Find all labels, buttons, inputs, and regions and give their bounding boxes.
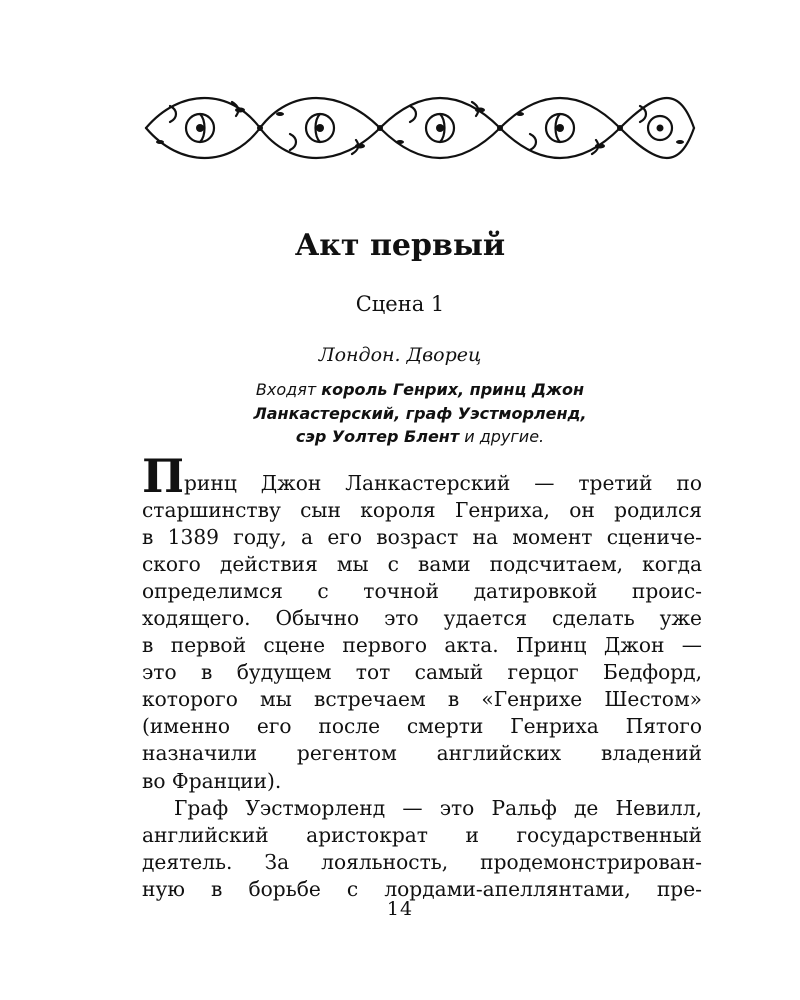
stage-characters-line2: Ланкастерский, граф Уэстморленд, bbox=[253, 403, 587, 423]
body-line: назначили регентом английских владений bbox=[142, 741, 702, 766]
body-text bbox=[142, 470, 702, 903]
body-line: ского действия мы с вами подсчитаем, когда bbox=[142, 552, 702, 577]
body-line: английский аристократ и государственный bbox=[142, 822, 702, 847]
body-line: деятель. За лояльность, продемонстрирован- bbox=[142, 849, 702, 874]
scene-title: Сцена 1 bbox=[355, 292, 445, 316]
stage-tail: и другие bbox=[464, 427, 540, 446]
scene-setting: Лондон. Дворец bbox=[318, 344, 482, 366]
body-line: которого мы встречаем в «Генрихе Шестом» bbox=[142, 687, 702, 712]
page-number: 14 bbox=[386, 898, 414, 920]
body-line: во Франции). bbox=[142, 768, 282, 793]
stage-period: . bbox=[539, 427, 545, 446]
body-line: старшинству сын короля Генриха, он родился bbox=[142, 498, 702, 523]
body-line: определимся с точной датировкой проис- bbox=[142, 579, 702, 604]
body-line: в первой сцене первого акта. Принц Джон — bbox=[142, 633, 702, 658]
body-line: это в будущем тот самый герцог Бедфорд, bbox=[142, 660, 702, 685]
body-line: ринц Джон Ланкастерский — третий по bbox=[184, 471, 702, 495]
body-line: ную в борьбе с лордами-апеллянтами, пре- bbox=[142, 876, 702, 901]
stage-enter-word: Входят bbox=[255, 380, 317, 399]
stage-characters-line3: сэр Уолтер Блент bbox=[295, 427, 460, 446]
ornamental-border-icon bbox=[140, 92, 700, 164]
stage-direction bbox=[150, 378, 690, 449]
act-title: Акт первый bbox=[294, 228, 506, 263]
body-line: в 1389 году, а его возраст на момент сцениче- bbox=[142, 525, 702, 550]
body-line: Граф Уэстморленд — это Ральф де Невилл, bbox=[174, 795, 702, 820]
body-line: ходящего. Обычно это удается сделать уже bbox=[142, 606, 702, 631]
drop-cap-letter: П bbox=[142, 452, 182, 496]
stage-characters-line1: король Генрих, принц Джон bbox=[321, 380, 585, 399]
body-line: (именно его после смерти Генриха Пятого bbox=[142, 714, 702, 739]
